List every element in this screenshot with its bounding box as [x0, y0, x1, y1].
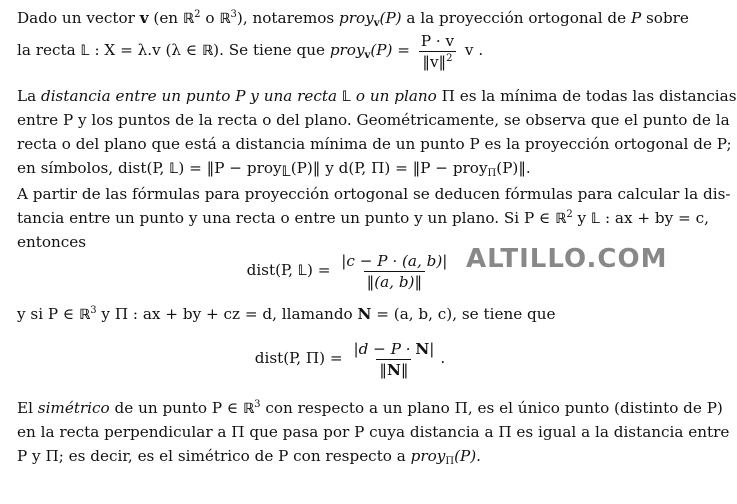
text: y Π : ax + by + cz = d, llamando	[96, 305, 358, 323]
fraction-denominator	[376, 359, 411, 380]
text: (P)‖.	[496, 159, 531, 177]
text: La	[17, 87, 41, 105]
line-symbol: 𝕃	[169, 161, 179, 177]
text: ). Se tiene que	[213, 41, 330, 59]
definition-term: distancia entre un punto	[40, 87, 236, 105]
text: con respecto a un plano Π, es el único punto (distinto de P)	[260, 399, 723, 417]
reals-symbol: ℝ	[201, 43, 214, 59]
text: (P).	[454, 447, 482, 465]
definition-term: o un plano	[351, 87, 442, 105]
paragraph-projection-line-2	[17, 28, 685, 73]
text: Dado un vector	[17, 9, 140, 27]
paragraph-distance-line-1	[17, 84, 737, 109]
text: y	[572, 209, 591, 227]
point-p: P	[235, 87, 246, 105]
text: es la mínima de todas las distancias	[454, 87, 737, 105]
fraction-numerator: |c − P · (a, b)|	[341, 251, 448, 270]
paragraph-distance-line-4	[17, 156, 685, 181]
fraction-denominator: ‖(a, b)‖	[364, 271, 425, 292]
exponent: 3	[254, 399, 261, 410]
paragraph-formulas-line-1: A partir de las fórmulas para proyección ortogonal se deducen fórmulas para calcular la dis-	[17, 185, 731, 203]
point-p: P	[630, 9, 642, 27]
text: v .	[460, 41, 484, 59]
text: (en	[148, 9, 183, 27]
watermark-logo: ALTILLO.COM	[466, 244, 668, 274]
definition-term: y una recta	[245, 87, 342, 105]
text: en símbolos, dist(P,	[17, 159, 170, 177]
text: sobre	[641, 9, 689, 27]
text: ‖	[400, 360, 409, 379]
paragraph-distance-line-3: recta o del plano que está a distancia mínima de un punto P es la proyección ortogonal de P;	[17, 135, 732, 153]
proy-subscript: v	[364, 50, 371, 61]
line-symbol: 𝕃	[80, 43, 90, 59]
formula-distance-point-plane	[0, 336, 700, 380]
paragraph-distance-line-2: entre P y los puntos de la recta o del plano. Geométricamente, se observa que el punto de la	[17, 111, 730, 129]
exponent: 3	[230, 9, 237, 20]
normal-vector: N	[387, 360, 401, 379]
reals-symbol: ℝ	[219, 11, 231, 27]
line-symbol: 𝕃	[297, 263, 307, 279]
text: : ax + by = c,	[600, 209, 709, 227]
normal-vector: N	[415, 339, 430, 358]
text: |	[429, 339, 435, 358]
distance-fraction	[350, 339, 437, 380]
text: .	[440, 349, 446, 367]
paragraph-formulas-line-2	[17, 206, 709, 231]
proy-subscript: 𝕃	[281, 164, 291, 180]
paragraph-plane-case	[17, 302, 685, 327]
proy-subscript: v	[373, 18, 380, 29]
text: dist(P,	[246, 261, 298, 279]
text: El	[17, 399, 38, 417]
proy-operator: proy	[329, 41, 365, 59]
reals-symbol: ℝ	[182, 11, 195, 27]
text: o	[200, 9, 220, 27]
line-symbol: 𝕃	[341, 89, 352, 105]
proy-subscript: Π	[445, 456, 455, 467]
exponent: 3	[90, 305, 97, 316]
norm-v: ‖v‖	[422, 52, 447, 71]
text: : X = λ.v (λ ∈	[89, 41, 202, 59]
paragraph-formulas-line-3: entonces	[17, 233, 87, 251]
text: de un punto P ∈	[109, 399, 243, 417]
reals-symbol: ℝ	[79, 307, 91, 323]
fraction-numerator: P · v	[420, 31, 455, 50]
proy-operator: proy	[339, 9, 374, 27]
text: (P)‖ y d(P, Π) = ‖P − proy	[290, 159, 488, 177]
text: (P)	[379, 9, 402, 27]
paragraph-symmetric-line-2: en la recta perpendicular a Π que pasa por P cuya distancia a Π es igual a la distancia entre	[17, 423, 730, 441]
proy-operator: proy	[410, 447, 446, 465]
proy-subscript: Π	[487, 168, 497, 179]
text: P y Π; es decir, es el simétrico de P con respecto a	[17, 447, 411, 465]
fraction-numerator	[350, 339, 437, 359]
text: y si P ∈	[17, 305, 80, 323]
distance-fraction	[338, 251, 450, 292]
normal-vector: N	[357, 305, 372, 323]
plane-symbol: Π	[441, 87, 455, 105]
text: tancia entre un punto y una recta o entre un punto y un plano. Si P ∈	[17, 209, 556, 227]
exponent: 2	[446, 52, 453, 64]
exponent: 2	[566, 209, 573, 220]
text: ) =	[306, 261, 336, 279]
text: la recta	[17, 41, 81, 59]
exponent: 2	[194, 9, 201, 20]
line-symbol: 𝕃	[590, 211, 601, 227]
vector-v: v	[139, 9, 149, 27]
text: ‖	[379, 360, 387, 379]
text: ) = ‖P − proy	[178, 159, 282, 177]
reals-symbol: ℝ	[555, 211, 567, 227]
text: |d − P ·	[353, 339, 416, 358]
text: = (a, b, c), se tiene que	[371, 305, 556, 323]
paragraph-symmetric-line-1	[17, 396, 723, 421]
text: ), notaremos	[236, 9, 339, 27]
fraction-denominator	[419, 51, 455, 72]
definition-term: simétrico	[37, 399, 110, 417]
reals-symbol: ℝ	[242, 401, 255, 417]
projection-fraction	[418, 31, 457, 72]
paragraph-symmetric-line-3	[17, 444, 685, 468]
text: (P) =	[370, 41, 415, 59]
text: dist(P, Π) =	[254, 349, 348, 367]
text: a la proyección ortogonal de	[401, 9, 631, 27]
